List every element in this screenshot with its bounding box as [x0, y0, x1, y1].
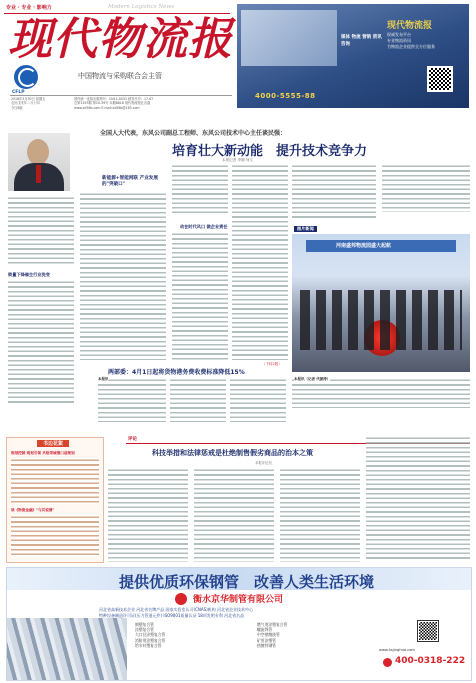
logo-text: CFLP	[12, 90, 25, 95]
commentary-headline: 科技举措和法律惩戒是杜绝制售假劣商品的治本之策	[152, 448, 313, 457]
company-name: 衡水京华制管有限公司	[193, 595, 284, 605]
product-item: 螺旋焊管	[257, 627, 273, 633]
ad-badge-5: 咨询	[341, 42, 350, 47]
bottom-ad-banner: 提供优质环保钢管 改善人类生活环境	[119, 573, 375, 591]
column-title-2: 谈《物流金融》"与其说清"	[11, 508, 55, 512]
column-body-1	[11, 458, 99, 504]
column-body-2	[11, 515, 99, 557]
top-ad[interactable]	[237, 4, 469, 108]
date-block	[11, 97, 69, 110]
column-box	[6, 437, 104, 563]
second-story-headline: 两部委：4月1日起将货物港务费收费标准降低15%	[108, 369, 245, 376]
info-line-2: 总第3193期 第10-39号 本期8818 现代物流报社出版	[74, 101, 151, 106]
photo-caption	[292, 378, 470, 408]
photo-news-label: 图片新闻	[294, 226, 317, 232]
people-row	[300, 290, 462, 350]
commentary-body-2	[194, 468, 274, 562]
product-list	[135, 622, 375, 648]
cflp-logo	[14, 65, 38, 89]
ad-title: 现代物流报	[387, 21, 433, 31]
ad-badge-2: 物流	[351, 35, 361, 40]
lead-portrait	[8, 133, 70, 191]
ad-badge-4: 资讯	[372, 35, 382, 40]
product-item: 热镀锌钢管	[257, 642, 276, 648]
phone-icon	[383, 658, 392, 667]
second-story-body-3	[230, 378, 286, 422]
ad-badge-1: 媒体	[341, 35, 350, 40]
masthead-title-en: Modern Logistics News	[108, 4, 174, 10]
lunar-date-line: 农历戊戌年二月十四	[11, 101, 40, 106]
commentary-body-1	[108, 468, 188, 562]
lead-column-1b	[8, 280, 74, 405]
info-line-1: 国内统一连续出版物号：CN11-0031 邮发代号：17-67	[74, 97, 154, 101]
product-item: 钢塑复合管	[135, 622, 154, 627]
product-item: 大口径涂塑复合管	[135, 632, 166, 638]
masthead-subtitle: 中国物流与采购联合会主管	[78, 72, 162, 80]
lead-kicker: 全国人大代表，东风公司副总工程师、东风公司技术中心主任谈民强：	[100, 130, 287, 137]
commentary-tag: 评论	[128, 437, 137, 442]
lead-column-3	[172, 164, 228, 214]
info-line-3: www.xd56b.com E-mail:xd56b@163.com	[74, 105, 140, 110]
lead-headline: 培育壮大新动能 提升技术竞争力	[172, 144, 368, 159]
product-item: 矿用涂塑管	[257, 637, 276, 643]
product-item: 消防用涂塑复合管	[135, 637, 166, 643]
lead-subhead-1: 新能源+智能网联 产业发展的"突破口"	[102, 176, 158, 187]
publication-info	[74, 97, 234, 110]
bottom-ad-phone: 400-0318-222	[395, 656, 466, 666]
ad-line-1: 权威发布平台	[387, 32, 411, 37]
company-logo-icon	[175, 593, 187, 605]
column-label: 书边花絮	[37, 440, 69, 447]
commentary-body-3	[280, 468, 360, 562]
photo-news-image	[292, 234, 470, 372]
ad-phone: 4000-5555-88	[255, 92, 316, 100]
photo-caption-title: 本报讯（记者 代振涛）	[294, 377, 331, 381]
ad-qr-icon	[417, 620, 439, 642]
ad-badge-3: 营销	[362, 35, 372, 40]
lead-continue: （下转2版）	[262, 362, 282, 366]
lead-column-3b	[172, 232, 228, 360]
ad-badges	[341, 34, 385, 48]
second-story-body-2	[170, 378, 226, 422]
event-banner-text: 河南盛邦物流园盛大起航	[336, 243, 392, 249]
date-line: 2018年3月30日 星期五	[11, 97, 46, 101]
lead-byline: 本报记者 李刚 何文	[222, 158, 254, 162]
masthead-info-rule	[10, 95, 232, 96]
company-honors-1: 河北省高新技术企业 河北省名牌产品 国家实验室认可(CNAS)机构 河北省企业技术中心	[99, 607, 253, 612]
column-title-1: 规划控制 规划引领 共绘荣城清口前规划	[11, 451, 75, 455]
bottom-ad-website[interactable]: www.hsjinghua.com	[379, 648, 415, 652]
second-story-byline: 本报讯	[98, 377, 109, 381]
masthead-slogan: 专业 · 专业 · 影响力	[6, 5, 52, 11]
commentary-body-4	[366, 436, 470, 562]
right-column-top-1	[292, 164, 376, 220]
ad-photo-panel	[241, 10, 337, 66]
lead-subhead-3: 动在时代风口 做企业责任	[180, 224, 228, 229]
ad-line-3: 为物流企业提供全方位服务	[387, 44, 435, 49]
lead-column-4	[232, 164, 288, 360]
product-item: 燃气用涂塑复合管	[257, 622, 288, 627]
ad-lines	[387, 32, 435, 50]
commentary-byline: 本报评论员	[255, 461, 272, 465]
product-item: 涂塑复合管	[135, 627, 154, 633]
second-story-body-1	[98, 378, 166, 422]
masthead-title: 现代物流报	[8, 14, 233, 65]
ad-line-2: 专业物流资讯	[387, 38, 411, 43]
company-honors-2: 特种设备制造许可证(压力管道元件) ISO9001质量认证 18项发明专利 河北省名品	[99, 613, 245, 618]
bottom-ad[interactable]	[6, 567, 472, 681]
right-column-top-2	[382, 164, 470, 212]
edition-line: 今日8版	[11, 105, 23, 110]
qr-code-icon	[427, 66, 453, 92]
lead-column-2	[80, 192, 166, 360]
lead-subhead-2: 锁量下降催生行业洗变	[8, 272, 50, 277]
lead-column-1	[8, 196, 74, 266]
product-item: 中空壁缠绕管	[257, 632, 280, 638]
pipes-image	[7, 618, 127, 680]
product-item: 给水衬塑复合管	[135, 642, 162, 648]
